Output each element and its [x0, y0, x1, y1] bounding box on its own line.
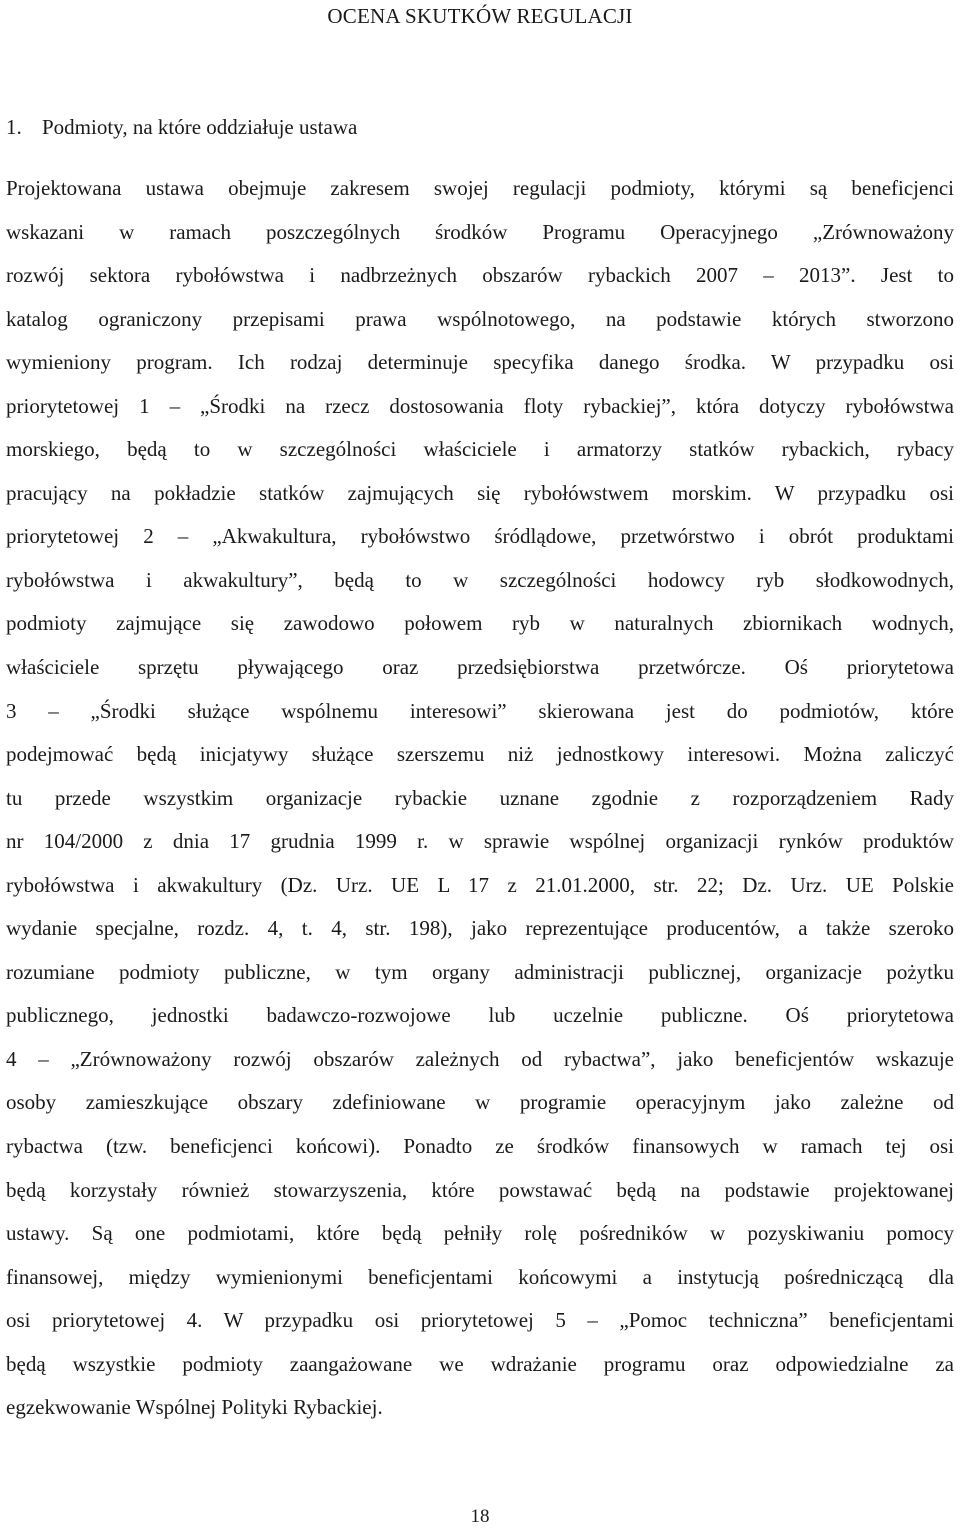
body-line: egzekwowanie Wspólnej Polityki Rybackiej.	[6, 1395, 383, 1420]
body-line: rozwój sektora rybołówstwa i nadbrzeżnych obszarów rybackich 2007 – 2013”. Jest to	[6, 263, 954, 288]
body-line: nr 104/2000 z dnia 17 grudnia 1999 r. w sprawie wspólnej organizacji rynków produktów	[6, 829, 954, 854]
page-number: 18	[470, 1506, 490, 1527]
body-line: rozumiane podmioty publiczne, w tym organy administracji publicznej, organizacje pożytku	[6, 959, 954, 984]
body-line: podmioty zajmujące się zawodowo połowem ryb w naturalnych zbiornikach wodnych,	[6, 611, 954, 636]
section-heading	[6, 115, 357, 140]
body-line: wymieniony program. Ich rodzaj determinuje specyfika danego środka. W przypadku osi	[6, 350, 954, 375]
body-line: podejmować będą inicjatywy służące szerszemu niż jednostkowy interesowi. Można zaliczyć	[6, 742, 954, 767]
body-line: 3 – „Środki służące wspólnemu interesowi” skierowana jest do podmiotów, które	[6, 698, 954, 723]
body-line: rybactwa (tzw. beneficjenci końcowi). Ponadto ze środków finansowych w ramach tej osi	[6, 1134, 954, 1159]
body-line: osi priorytetowej 4. W przypadku osi priorytetowej 5 – „Pomoc techniczna” beneficjentami	[6, 1308, 954, 1333]
body-line: pracujący na pokładzie statków zajmujących się rybołówstwem morskim. W przypadku osi	[6, 480, 954, 505]
body-line: finansowej, między wymienionymi beneficjentami końcowymi a instytucją pośredniczącą dla	[6, 1264, 954, 1289]
body-line: będą wszystkie podmioty zaangażowane we wdrażanie programu oraz odpowiedzialne za	[6, 1351, 954, 1376]
body-line: wskazani w ramach poszczególnych środków Programu Operacyjnego „Zrównoważony	[6, 219, 954, 244]
body-line: właściciele sprzętu pływającego oraz przedsiębiorstwa przetwórcze. Oś priorytetowa	[6, 655, 954, 680]
body-line: katalog ograniczony przepisami prawa wspólnotowego, na podstawie których stworzono	[6, 306, 954, 331]
body-line: ustawy. Są one podmiotami, które będą pełniły rolę pośredników w pozyskiwaniu pomocy	[6, 1221, 954, 1246]
body-line: 4 – „Zrównoważony rozwój obszarów zależnych od rybactwa”, jako beneficjentów wskazuje	[6, 1046, 954, 1071]
body-line: będą korzystały również stowarzyszenia, które powstawać będą na podstawie projektowanej	[6, 1177, 954, 1202]
body-line: priorytetowej 2 – „Akwakultura, rybołówstwo śródlądowe, przetwórstwo i obrót produktami	[6, 524, 954, 549]
body-line: priorytetowej 1 – „Środki na rzecz dostosowania floty rybackiej”, która dotyczy rybołówstwa	[6, 393, 954, 418]
section-number: 1.	[6, 115, 22, 139]
body-line: rybołówstwa i akwakultury”, będą to w szczególności hodowcy ryb słodkowodnych,	[6, 567, 954, 592]
body-line: publicznego, jednostki badawczo-rozwojowe lub uczelnie publiczne. Oś priorytetowa	[6, 1003, 954, 1028]
body-paragraph	[6, 172, 954, 1435]
body-line: Projektowana ustawa obejmuje zakresem swojej regulacji podmioty, którymi są beneficjenci	[6, 176, 954, 200]
body-line: tu przede wszystkim organizacje rybackie uznane zgodnie z rozporządzeniem Rady	[6, 785, 954, 810]
section-heading-text: Podmioty, na które oddziałuje ustawa	[42, 115, 358, 139]
body-line: osoby zamieszkujące obszary zdefiniowane w programie operacyjnym jako zależne od	[6, 1090, 954, 1115]
body-line: rybołówstwa i akwakultury (Dz. Urz. UE L 17 z 21.01.2000, str. 22; Dz. Urz. UE Polskie	[6, 872, 954, 897]
body-line: morskiego, będą to w szczególności właściciele i armatorzy statków rybackich, rybacy	[6, 437, 954, 462]
body-line: wydanie specjalne, rozdz. 4, t. 4, str. 198), jako reprezentujące producentów, a także szeroko	[6, 916, 954, 941]
document-title: OCENA SKUTKÓW REGULACJI	[327, 4, 633, 28]
